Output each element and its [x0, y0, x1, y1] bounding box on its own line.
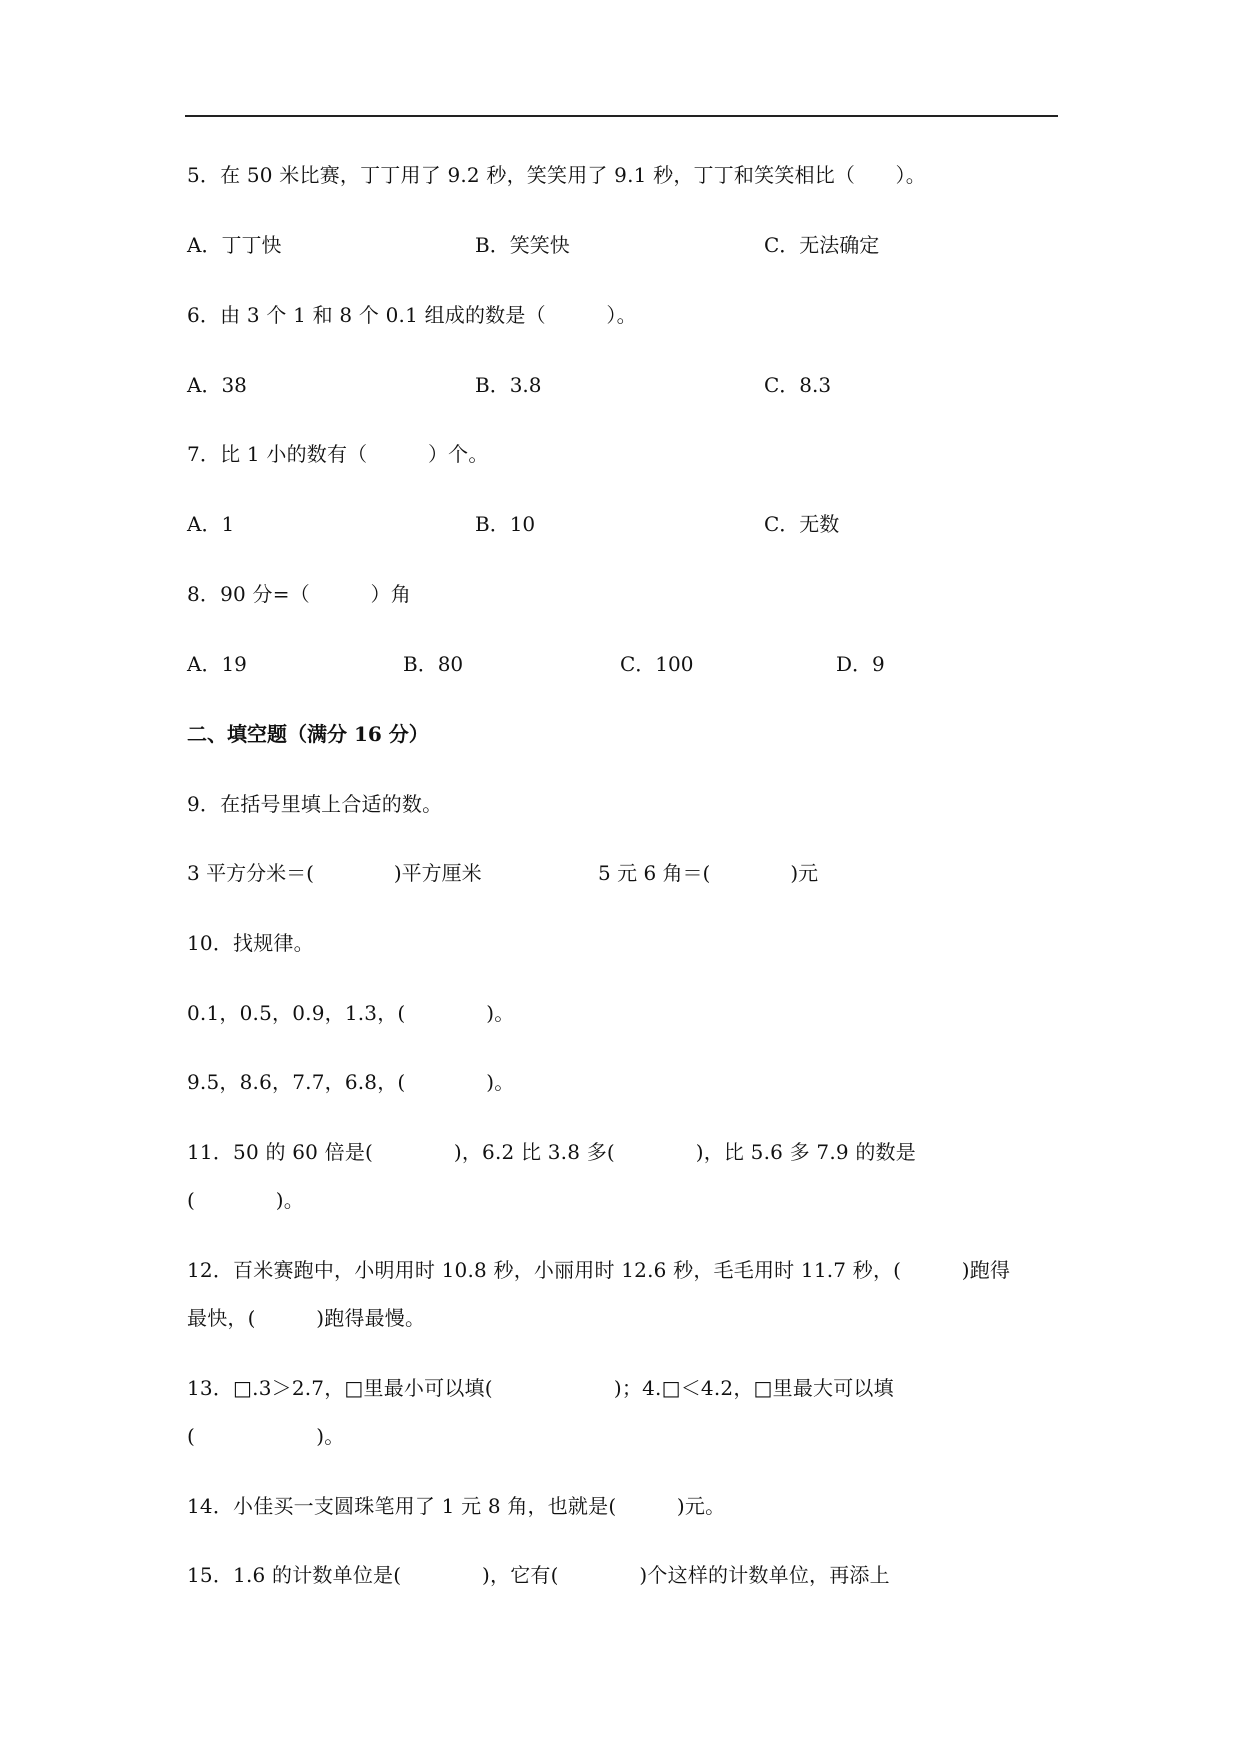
question-8-option-c[interactable]: C．100	[620, 652, 694, 676]
question-6-option-a[interactable]: A．38	[187, 373, 247, 397]
question-10-sequence-1: 0.1，0.5，0.9，1.3，( )。	[187, 1001, 515, 1025]
question-9: 9．在括号里填上合适的数。	[187, 792, 443, 816]
question-12-line-2: 最快，( )跑得最慢。	[187, 1306, 426, 1330]
question-10: 10．找规律。	[187, 931, 314, 955]
question-5-option-b[interactable]: B．笑笑快	[475, 233, 570, 257]
question-7-option-c[interactable]: C．无数	[764, 512, 840, 536]
question-6-option-c[interactable]: C．8.3	[764, 373, 832, 397]
question-8: 8．90 分=（ ）角	[187, 582, 411, 606]
question-8-option-a[interactable]: A．19	[187, 652, 247, 676]
question-8-option-d[interactable]: D．9	[836, 652, 885, 676]
question-7: 7．比 1 小的数有（ ）个。	[187, 442, 489, 466]
question-11-line-2: ( )。	[187, 1188, 305, 1212]
question-5-option-a[interactable]: A．丁丁快	[187, 233, 282, 257]
question-15: 15．1.6 的计数单位是( )，它有( )个这样的计数单位，再添上	[187, 1563, 890, 1587]
question-5: 5．在 50 米比赛，丁丁用了 9.2 秒，笑笑用了 9.1 秒，丁丁和笑笑相比（ ）。	[187, 163, 926, 187]
question-12-line-1: 12．百米赛跑中，小明用时 10.8 秒，小丽用时 12.6 秒，毛毛用时 11.7 秒，( )跑得	[187, 1258, 1011, 1282]
question-9-part-2: 5 元 6 角＝( )元	[598, 861, 819, 885]
question-13-line-2: ( )。	[187, 1424, 345, 1448]
header-rule	[185, 115, 1058, 117]
question-7-option-b[interactable]: B．10	[475, 512, 536, 536]
section-2-title: 二、填空题（满分 16 分）	[187, 722, 429, 746]
question-8-option-b[interactable]: B．80	[403, 652, 464, 676]
question-5-option-c[interactable]: C．无法确定	[764, 233, 880, 257]
question-10-sequence-2: 9.5，8.6，7.7，6.8，( )。	[187, 1070, 515, 1094]
question-6: 6．由 3 个 1 和 8 个 0.1 组成的数是（ ）。	[187, 303, 637, 327]
question-9-part-1: 3 平方分米＝( )平方厘米	[187, 861, 482, 885]
question-11-line-1: 11．50 的 60 倍是( )，6.2 比 3.8 多( )，比 5.6 多 7.9 的数是	[187, 1140, 916, 1164]
question-13-line-1: 13．□.3＞2.7，□里最小可以填( )；4.□＜4.2，□里最大可以填	[187, 1376, 894, 1400]
question-6-option-b[interactable]: B．3.8	[475, 373, 542, 397]
question-14: 14．小佳买一支圆珠笔用了 1 元 8 角，也就是( )元。	[187, 1494, 726, 1518]
question-7-option-a[interactable]: A．1	[187, 512, 235, 536]
